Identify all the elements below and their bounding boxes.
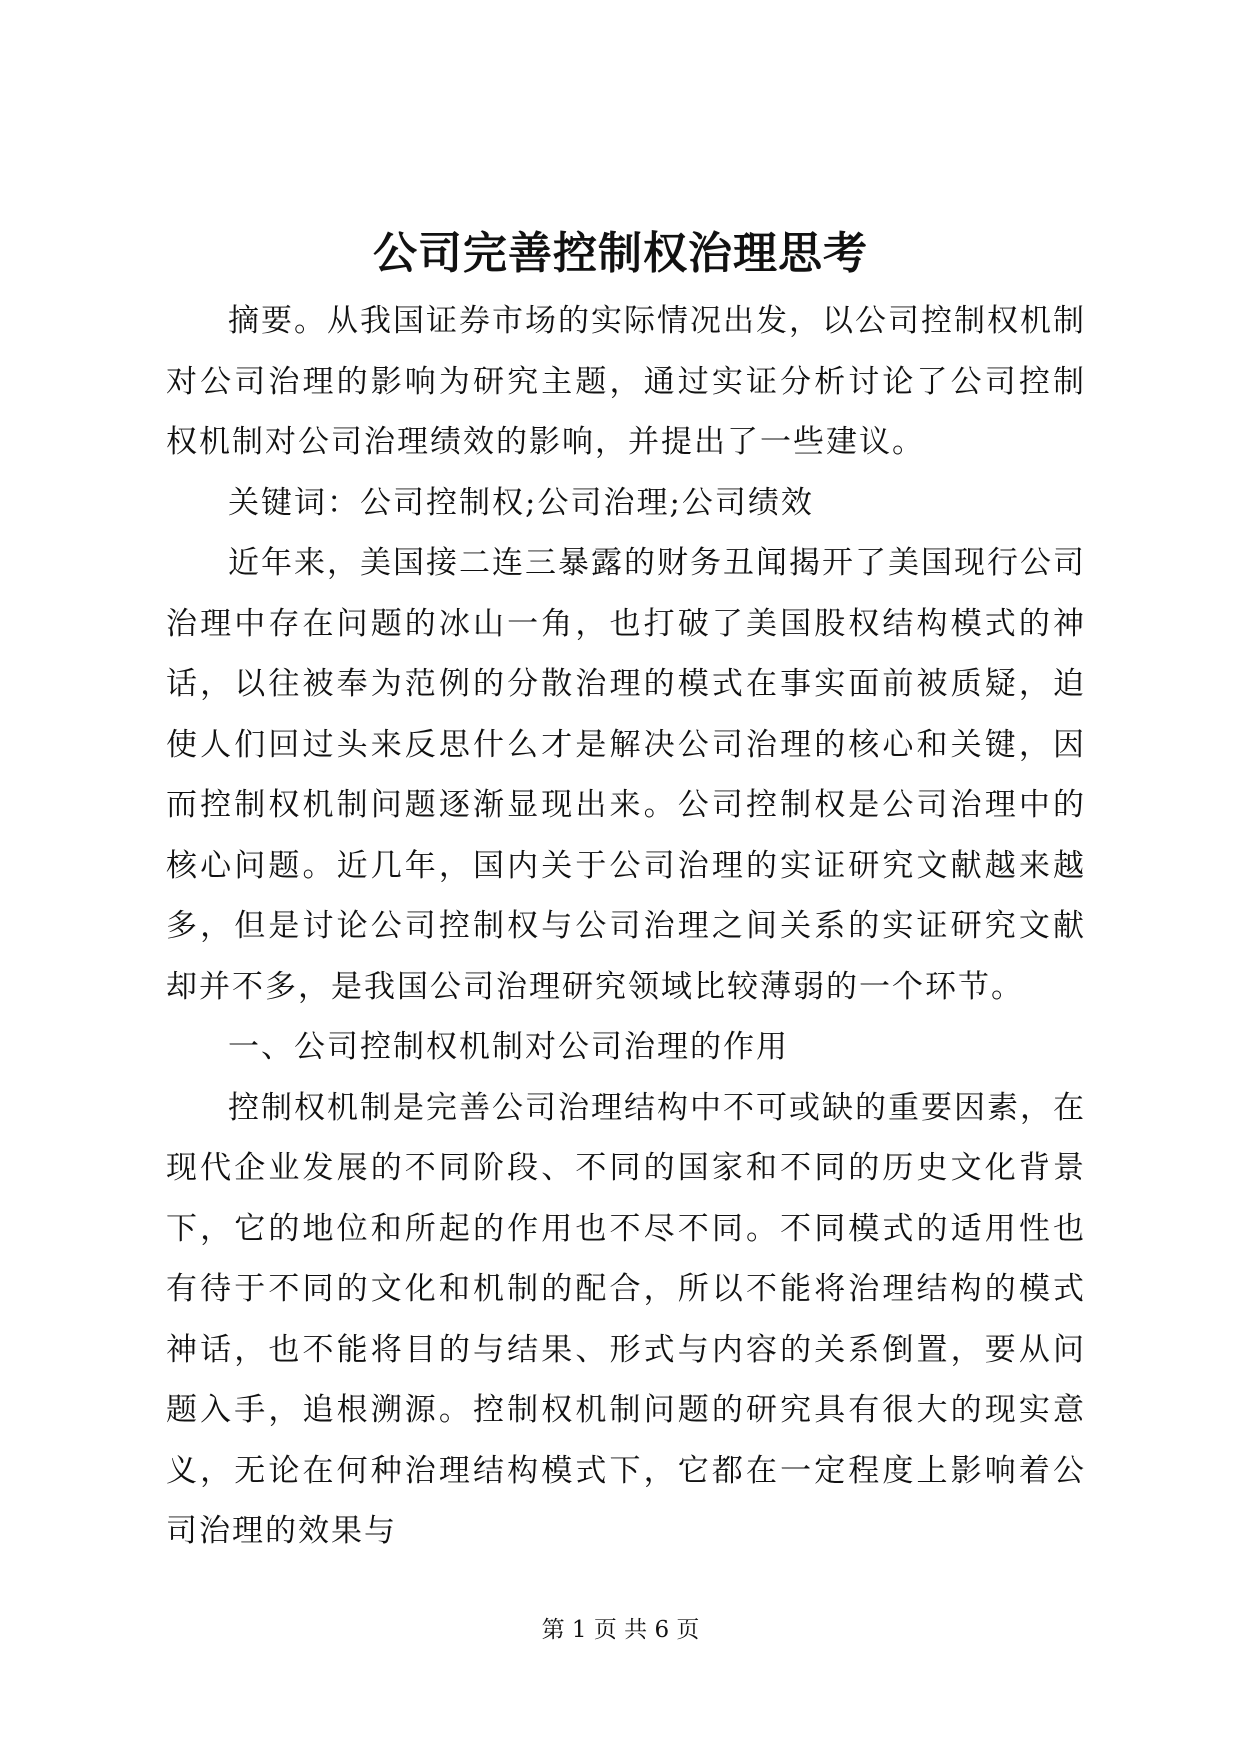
section-paragraph: 控制权机制是完善公司治理结构中不可或缺的重要因素，在现代企业发展的不同阶段、不同的国家和不同的历史文化背景下，它的地位和所起的作用也不尽不同。不同模式的适用性也有待于不同的文化和机制的配合，所以不能将治理结构的模式神话，也不能将目的与结果、形式与内容的关系倒置，要从问题入手，追根溯源。控制权机制问题的研究具有很大的现实意义，无论在何种治理结构模式下，它都在一定程度上影响着公司治理的效果与 [166,1089,1086,1549]
keywords-paragraph: 关键词：公司控制权;公司治理;公司绩效 [228,484,814,521]
intro-paragraph: 近年来，美国接二连三暴露的财务丑闻揭开了美国现行公司治理中存在问题的冰山一角，也打破了美国股权结构模式的神话，以往被奉为范例的分散治理的模式在事实面前被质疑，迫使人们回过头来反思什么才是解决公司治理的核心和关键，因而控制权机制问题逐渐显现出来。公司控制权是公司治理中的核心问题。近几年，国内关于公司治理的实证研究文献越来越多，但是讨论公司控制权与公司治理之间关系的实证研究文献却并不多，是我国公司治理研究领域比较薄弱的一个环节。 [166,545,1086,1005]
document-body [166,291,1086,1562]
page-footer: 第 1 页 共 6 页 [541,1617,700,1643]
abstract-paragraph: 摘要。从我国证券市场的实际情况出发，以公司控制权机制对公司治理的影响为研究主题，通过实证分析讨论了公司控制权机制对公司治理绩效的影响，并提出了一些建议。 [166,303,1086,460]
section-heading: 一、公司控制权机制对公司治理的作用 [228,1029,789,1065]
document-title: 公司完善控制权治理思考 [373,228,868,279]
